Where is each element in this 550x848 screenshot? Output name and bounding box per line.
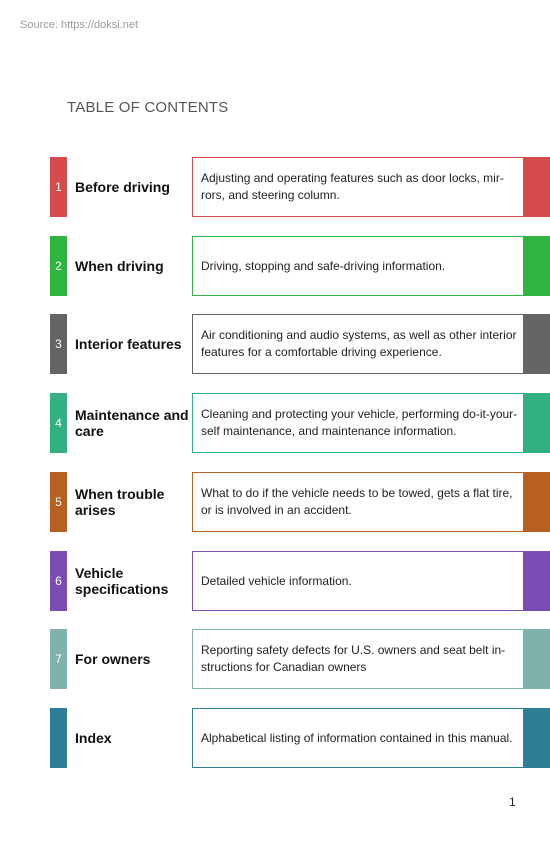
toc-row-for-owners[interactable]: [0, 629, 550, 689]
chapter-color-tab[interactable]: [523, 708, 550, 768]
chapter-title[interactable]: Index: [75, 730, 112, 746]
chapter-description: Air conditioning and audio systems, as well as other interior features for a comfortable driving experience.: [201, 328, 517, 359]
toc-row-index[interactable]: [0, 708, 550, 768]
chapter-number-tab: 5: [50, 472, 67, 532]
chapter-description-box: [192, 314, 536, 374]
page-title: TABLE OF CONTENTS: [67, 99, 229, 116]
toc-row-before-driving[interactable]: [0, 157, 550, 217]
chapter-description: Driving, stopping and safe-driving information.: [201, 258, 446, 273]
chapter-description-box: [192, 393, 536, 453]
chapter-number-tab: 4: [50, 393, 67, 453]
chapter-number-tab: [50, 708, 67, 768]
chapter-number-tab: 3: [50, 314, 67, 374]
chapter-title[interactable]: Before driving: [75, 179, 170, 195]
chapter-color-tab[interactable]: [523, 236, 550, 296]
chapter-number-tab: 1: [50, 157, 67, 217]
chapter-number-tab: 2: [50, 236, 67, 296]
toc-row-maintenance-and-care[interactable]: [0, 393, 550, 453]
chapter-description: Adjusting and operating features such as door locks, mir-rors, and steering column.: [201, 171, 504, 202]
chapter-title[interactable]: When trouble arises: [75, 486, 165, 518]
toc-row-when-driving[interactable]: [0, 236, 550, 296]
chapter-color-tab[interactable]: [523, 314, 550, 374]
chapter-title[interactable]: Vehicle specifications: [75, 565, 169, 597]
toc-row-when-trouble-arises[interactable]: [0, 472, 550, 532]
chapter-color-tab[interactable]: [523, 551, 550, 611]
chapter-description-box: [192, 551, 536, 611]
toc-row-vehicle-specifications[interactable]: [0, 551, 550, 611]
chapter-title[interactable]: Maintenance and care: [75, 407, 189, 439]
chapter-number-tab: 6: [50, 551, 67, 611]
chapter-title[interactable]: When driving: [75, 258, 164, 274]
page-number: 1: [509, 795, 516, 809]
toc-row-interior-features[interactable]: [0, 314, 550, 374]
source-caption: Source: https://doksi.net: [20, 19, 139, 31]
chapter-number-tab: 7: [50, 629, 67, 689]
chapter-description-box: [192, 629, 536, 689]
chapter-color-tab[interactable]: [523, 472, 550, 532]
chapter-color-tab[interactable]: [523, 393, 550, 453]
chapter-description-box: [192, 472, 536, 532]
chapter-color-tab[interactable]: [523, 157, 550, 217]
chapter-color-tab[interactable]: [523, 629, 550, 689]
chapter-description: Cleaning and protecting your vehicle, performing do-it-your-self maintenance, and maintenance information.: [201, 407, 518, 438]
chapter-title[interactable]: For owners: [75, 651, 151, 667]
chapter-description: What to do if the vehicle needs to be towed, gets a flat tire, or is involved in an accident.: [201, 486, 513, 517]
chapter-description: Alphabetical listing of information contained in this manual.: [201, 730, 513, 745]
chapter-description-box: [192, 236, 536, 296]
chapter-description-box: [192, 708, 536, 768]
chapter-title[interactable]: Interior features: [75, 336, 182, 352]
chapter-description: Reporting safety defects for U.S. owners and seat belt in-structions for Canadian owners: [201, 643, 506, 674]
chapter-description: Detailed vehicle information.: [201, 573, 352, 588]
chapter-description-box: [192, 157, 536, 217]
